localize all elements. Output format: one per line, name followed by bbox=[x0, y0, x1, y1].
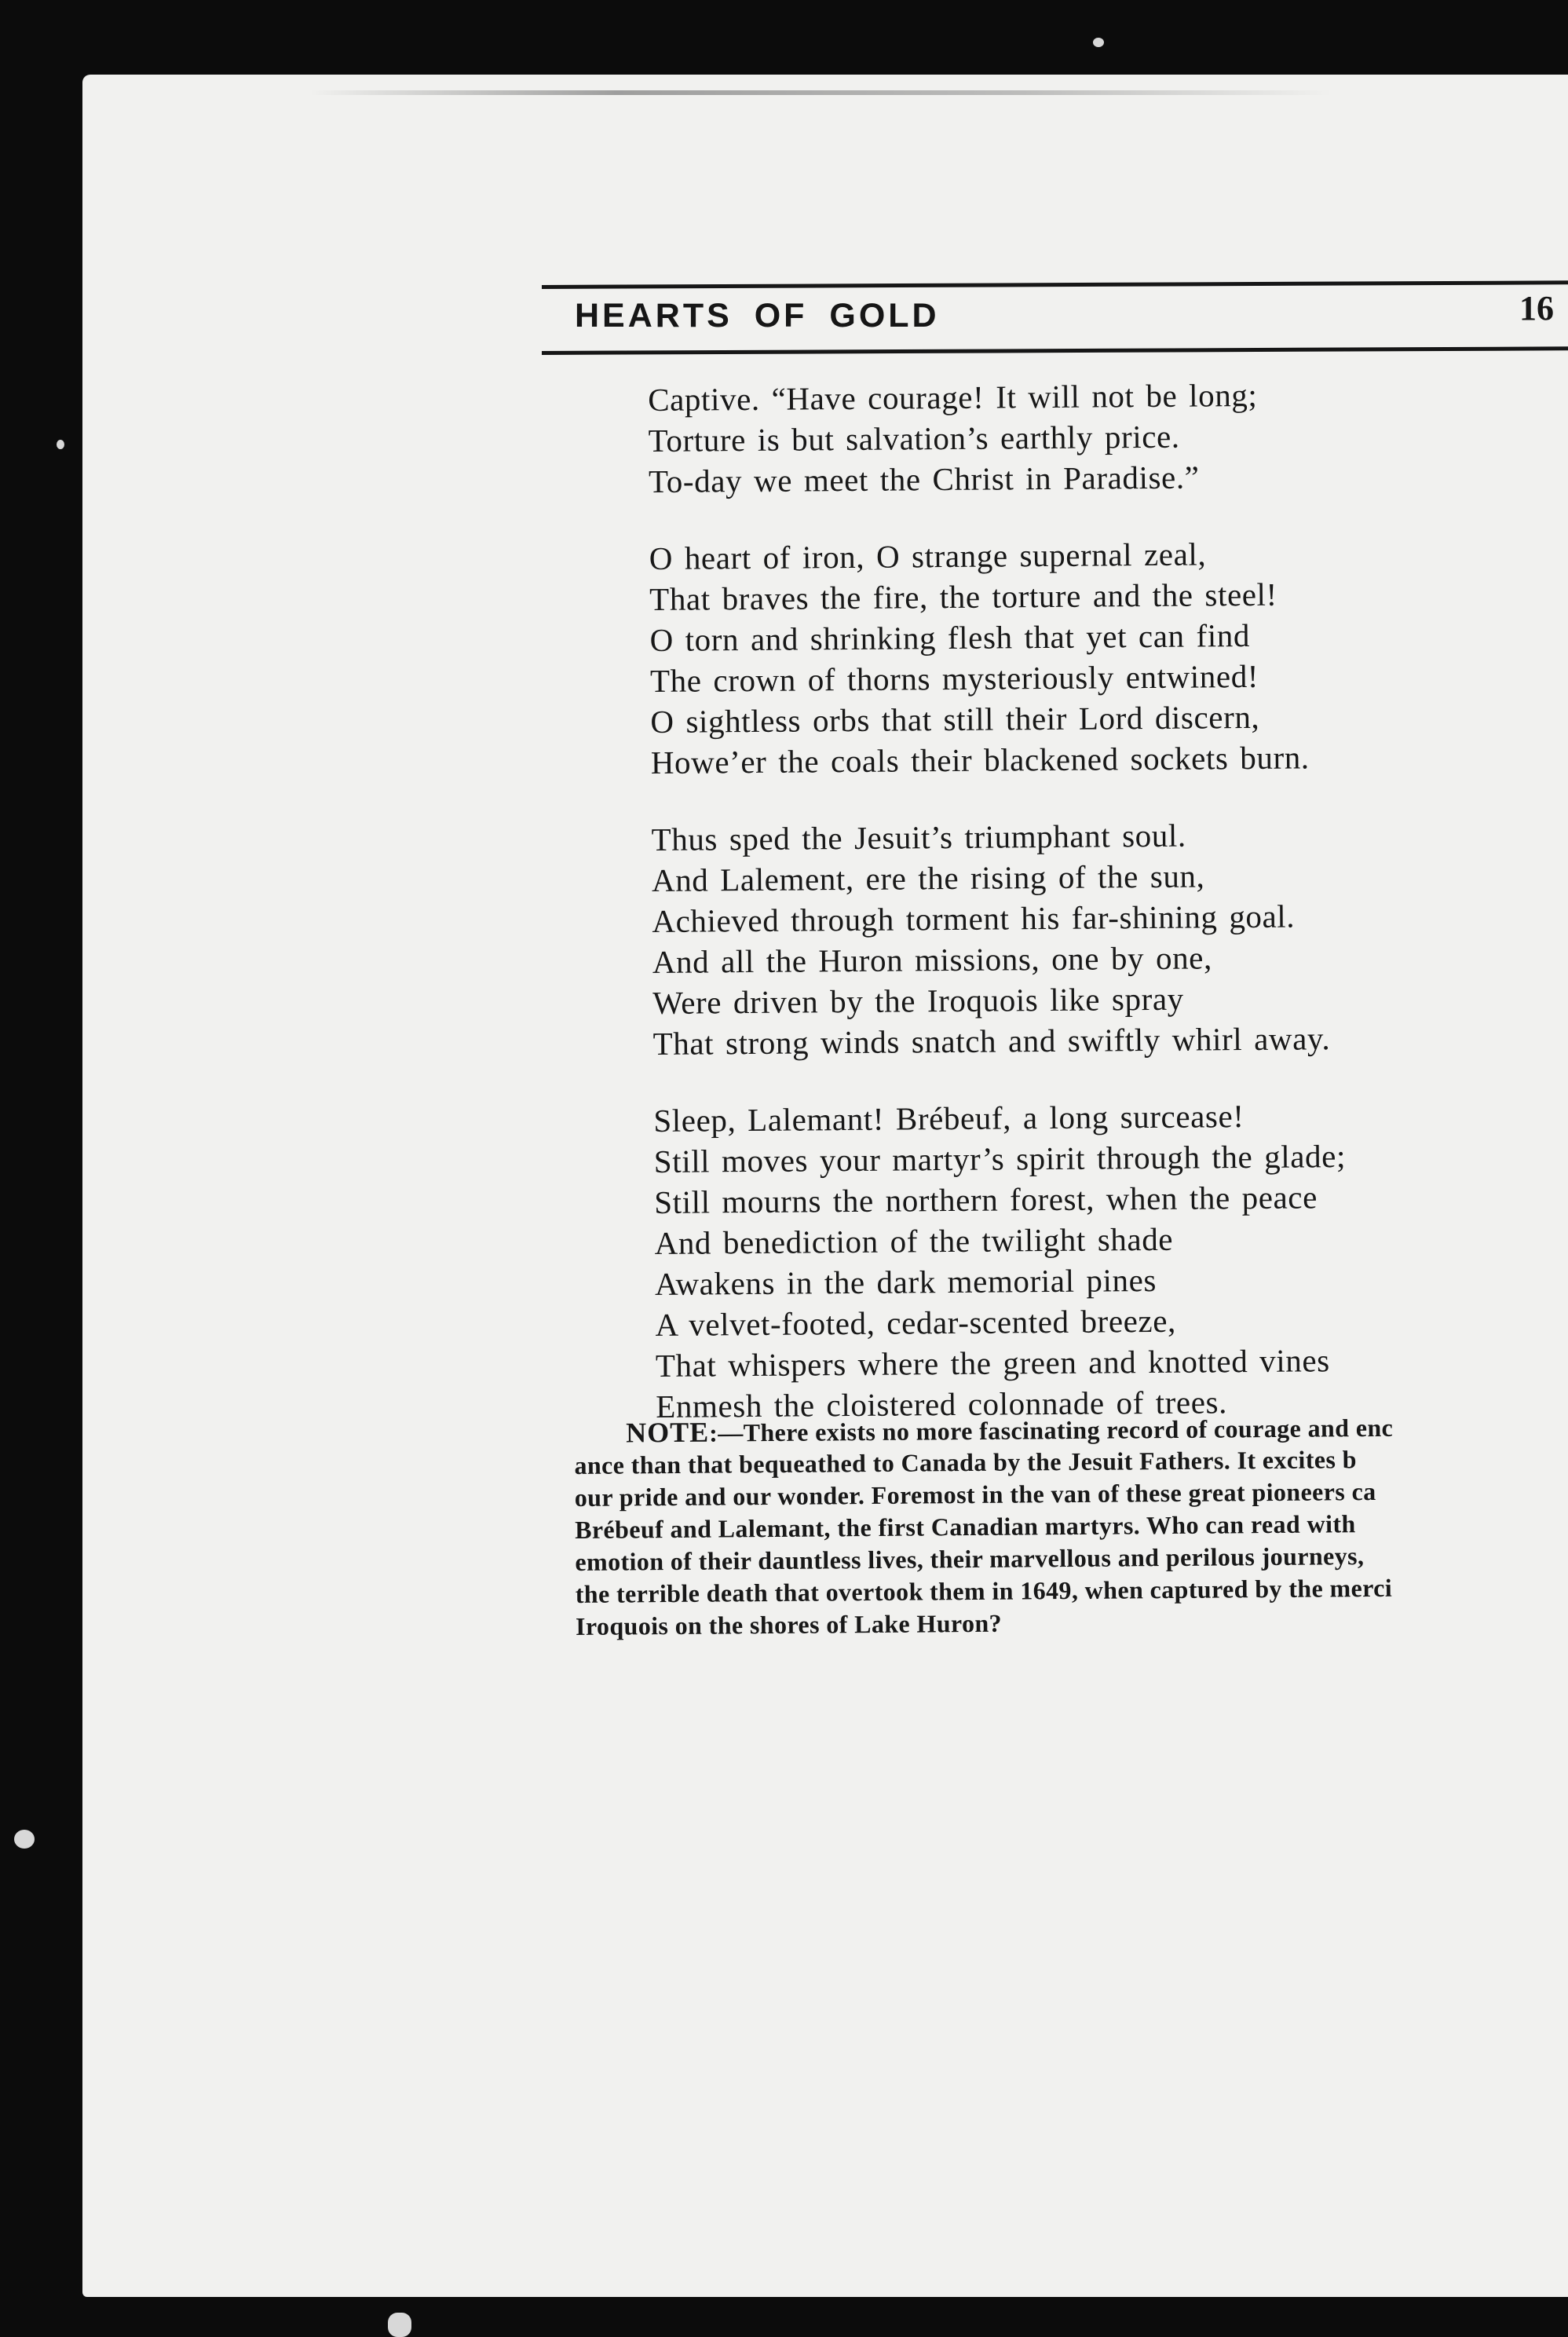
poem-line: Torture is but salvation’s earthly price. bbox=[648, 418, 1180, 459]
dust-speck bbox=[14, 1830, 35, 1849]
poem-line: That whispers where the green and knotted vines bbox=[655, 1342, 1330, 1384]
page-edge-shadow bbox=[310, 90, 1331, 95]
footnote-line: Iroquois on the shores of Lake Huron? bbox=[575, 1608, 1003, 1640]
header-rule-top bbox=[542, 280, 1568, 289]
header-rule-bottom bbox=[542, 346, 1568, 355]
poem-line: Enmesh the cloistered colonnade of trees. bbox=[656, 1384, 1228, 1425]
poem-line: And benediction of the twilight shade bbox=[654, 1220, 1174, 1261]
poem-line: Were driven by the Iroquois like spray bbox=[652, 980, 1184, 1021]
dust-speck bbox=[57, 440, 64, 449]
stanza bbox=[651, 812, 1555, 1064]
footnote-line: emotion of their dauntless lives, their marvellous and perilous journeys, bbox=[575, 1542, 1365, 1576]
poem-line: And Lalement, ere the rising of the sun, bbox=[651, 858, 1205, 898]
poem-line: The crown of thorns mysteriously entwined! bbox=[649, 657, 1259, 699]
footnote bbox=[574, 1410, 1568, 1643]
footnote-label: NOTE bbox=[625, 1416, 710, 1449]
page-number: 16 bbox=[1519, 289, 1554, 327]
poem-line: Captive. “Have courage! It will not be long; bbox=[648, 376, 1258, 418]
poem-line: A velvet-footed, cedar-scented breeze, bbox=[655, 1302, 1177, 1343]
footnote-line: ance than that bequeathed to Canada by the Jesuit Fathers. It excites b bbox=[574, 1445, 1357, 1479]
poem-line: O torn and shrinking flesh that yet can find bbox=[649, 616, 1251, 658]
footnote-text: :—There exists no more fascinating record of courage and enc bbox=[709, 1413, 1394, 1447]
poem-line: O sightless orbs that still their Lord discern, bbox=[650, 698, 1260, 740]
footnote-line: our pride and our wonder. Foremost in the van of these great pioneers ca bbox=[574, 1476, 1376, 1512]
poem-line: Awakens in the dark memorial pines bbox=[654, 1261, 1157, 1302]
poem-line: Achieved through torment his far-shining goal. bbox=[652, 898, 1296, 939]
footnote-line: the terrible death that overtook them in 1649, when captured by the merci bbox=[575, 1573, 1393, 1608]
stanza bbox=[653, 1093, 1559, 1427]
stanza bbox=[649, 531, 1554, 783]
poem-line: O heart of iron, O strange supernal zeal, bbox=[649, 536, 1207, 576]
poem-line: Still mourns the northern forest, when the peace bbox=[654, 1179, 1318, 1220]
poem bbox=[648, 372, 1559, 1463]
dust-speck bbox=[388, 2313, 411, 2337]
footnote-line: Brébeuf and Lalemant, the first Canadian martyrs. Who can read with bbox=[574, 1509, 1356, 1544]
dust-speck bbox=[1093, 38, 1104, 47]
scanned-page bbox=[82, 75, 1568, 2297]
running-title: HEARTS OF GOLD bbox=[575, 297, 940, 335]
poem-line: To-day we meet the Christ in Paradise.” bbox=[648, 459, 1200, 499]
poem-line: And all the Huron missions, one by one, bbox=[652, 939, 1213, 980]
poem-line: That strong winds snatch and swiftly whirl away. bbox=[652, 1020, 1331, 1062]
poem-line: Howe’er the coals their blackened sockets burn. bbox=[650, 739, 1310, 781]
stanza bbox=[648, 372, 1552, 502]
poem-line: Sleep, Lalemant! Brébeuf, a long surcease! bbox=[653, 1098, 1245, 1139]
poem-line: That braves the fire, the torture and the steel! bbox=[649, 576, 1277, 617]
poem-line: Thus sped the Jesuit’s triumphant soul. bbox=[651, 817, 1186, 858]
poem-line: Still moves your martyr’s spirit through the glade; bbox=[653, 1138, 1347, 1179]
